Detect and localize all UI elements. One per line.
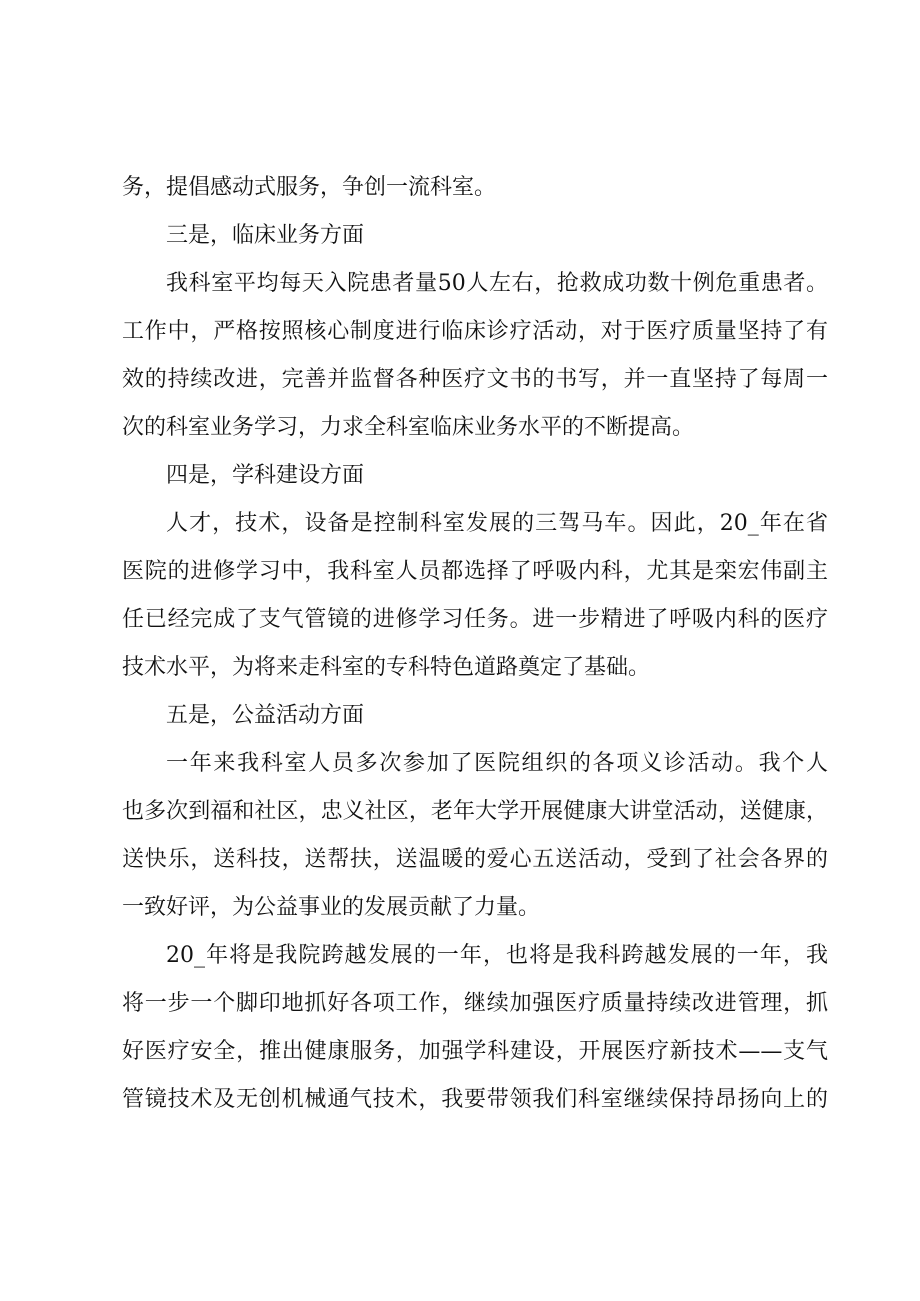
text-line: 将一步一个脚印地抓好各项工作，继续加强医疗质量持续改进管理，抓 xyxy=(122,991,828,1016)
section-heading: 五是，公益活动方面 xyxy=(166,703,365,728)
text-line: 也多次到福和社区，忠义社区，老年大学开展健康大讲堂活动，送健康， xyxy=(122,799,828,824)
text-line: 人才，技术，设备是控制科室发展的三驾马车。因此，20_年在省 xyxy=(166,511,828,536)
text-line: 务，提倡感动式服务，争创一流科室。 xyxy=(122,175,497,200)
text-line: 医院的进修学习中，我科室人员都选择了呼吸内科，尤其是栾宏伟副主 xyxy=(122,559,828,584)
text-line: 我科室平均每天入院患者量50人左右，抢救成功数十例危重患者。 xyxy=(166,271,828,296)
text-line: 20_年将是我院跨越发展的一年，也将是我科跨越发展的一年，我 xyxy=(166,943,828,968)
section-heading: 四是，学科建设方面 xyxy=(166,463,365,488)
text-line: 一致好评，为公益事业的发展贡献了力量。 xyxy=(122,895,541,920)
text-line: 送快乐，送科技，送帮扶，送温暖的爱心五送活动，受到了社会各界的 xyxy=(122,847,828,872)
text-line: 次的科室业务学习，力求全科室临床业务水平的不断提高。 xyxy=(122,415,695,440)
text-line: 工作中，严格按照核心制度进行临床诊疗活动，对于医疗质量坚持了有 xyxy=(122,319,828,344)
section-heading: 三是，临床业务方面 xyxy=(166,223,365,248)
text-line: 技术水平，为将来走科室的专科特色道路奠定了基础。 xyxy=(122,655,651,680)
text-line: 好医疗安全，推出健康服务，加强学科建设，开展医疗新技术——支气 xyxy=(122,1039,828,1064)
text-line: 任已经完成了支气管镜的进修学习任务。进一步精进了呼吸内科的医疗 xyxy=(122,607,828,632)
text-line: 管镜技术及无创机械通气技术，我要带领我们科室继续保持昂扬向上的 xyxy=(122,1087,828,1112)
document-body xyxy=(122,164,828,1124)
text-line: 一年来我科室人员多次参加了医院组织的各项义诊活动。我个人 xyxy=(166,751,828,776)
text-line: 效的持续改进，完善并监督各种医疗文书的书写，并一直坚持了每周一 xyxy=(122,367,828,392)
